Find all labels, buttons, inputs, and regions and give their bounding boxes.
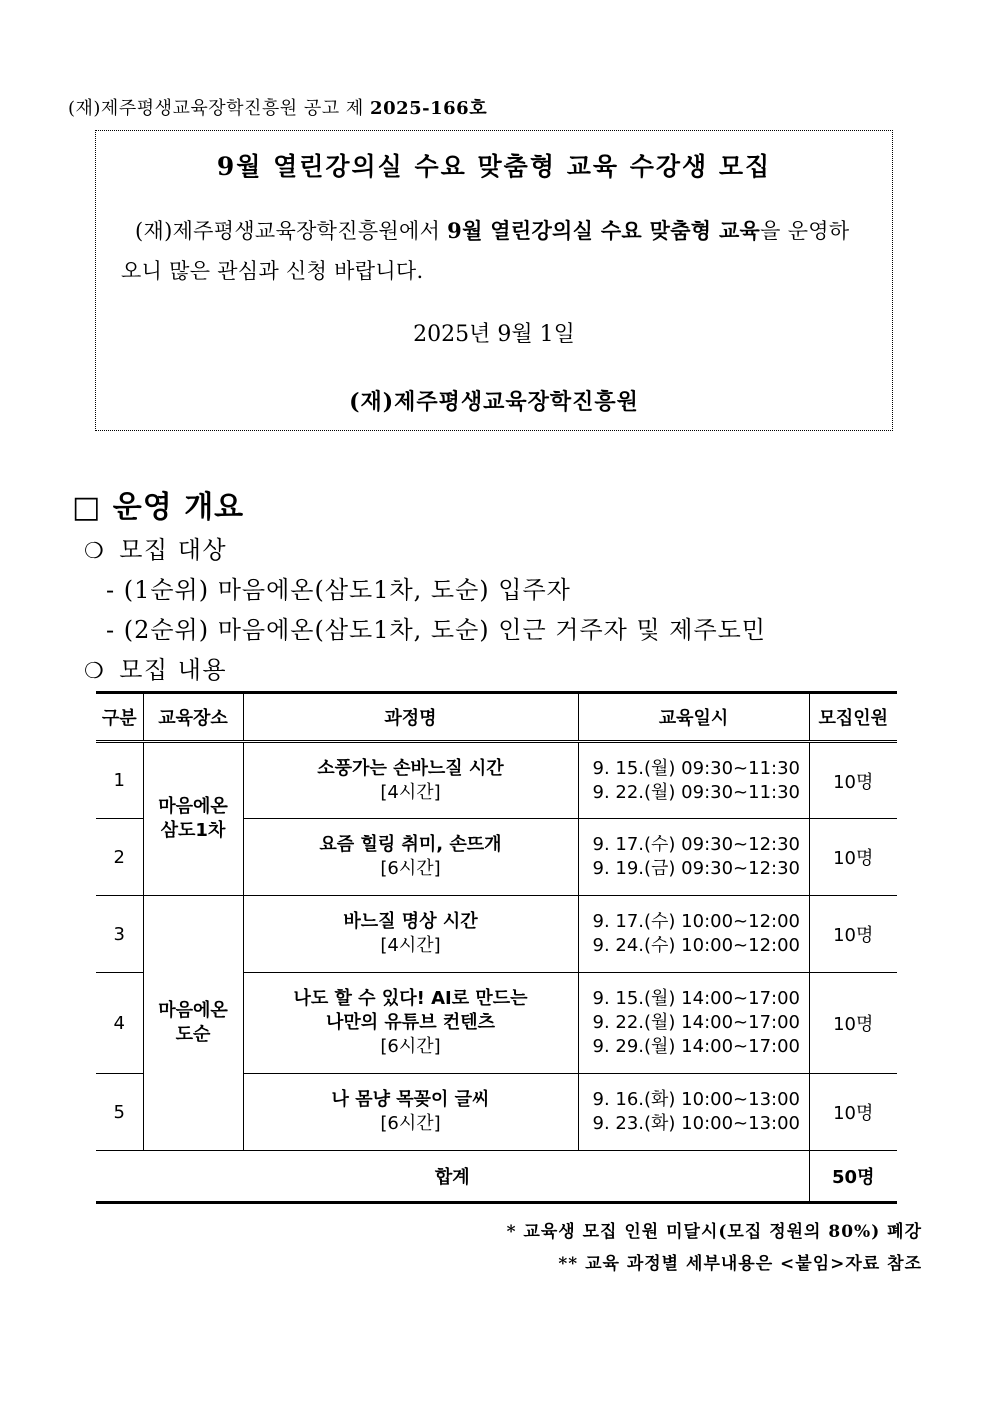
target-heading <box>84 530 227 565</box>
date-line: 9. 22.(월) 09:30~11:30 <box>592 781 801 803</box>
date-line: 9. 15.(월) 14:00~17:00 <box>592 988 801 1009</box>
place-cell <box>143 742 243 896</box>
date-line: 9. 24.(수) 10:00~12:00 <box>592 935 801 956</box>
table-row <box>96 896 897 973</box>
notice-number <box>68 94 487 120</box>
row-number: 3 <box>96 896 143 973</box>
dates-cell <box>578 819 809 896</box>
date-line: 9. 19.(금) 09:30~12:30 <box>592 858 801 879</box>
count-cell: 10명 <box>809 973 897 1074</box>
footnote-2: ** 교육 과정별 세부내용은 <붙임>자료 참조 <box>558 1254 922 1274</box>
section-title: □ 운영 개요 <box>72 490 245 525</box>
date-line: 9. 16.(화) 10:00~13:00 <box>592 1089 801 1110</box>
row-number: 1 <box>96 742 143 819</box>
date-line: 9. 17.(수) 10:00~12:00 <box>592 911 801 932</box>
header-cell: 구분 <box>96 693 143 742</box>
body-text-strong: 9월 열린강의실 수요 맞춤형 교육 <box>447 218 761 243</box>
table-row <box>96 742 897 819</box>
course-hours: [6시간] <box>380 1113 441 1134</box>
course-cell <box>243 896 578 973</box>
circle-icon: ❍ <box>84 539 106 564</box>
row-number: 2 <box>96 819 143 896</box>
course-cell <box>243 973 578 1074</box>
target-line-1: - (1순위) 마음에온(삼도1차, 도순) 입주자 <box>106 576 571 604</box>
course-name-2: 나만의 유튜브 컨텐츠 <box>325 1012 496 1033</box>
announcement-box <box>95 130 893 431</box>
course-name: 소풍가는 손바느질 시간 <box>317 757 504 779</box>
announcement-title: 9월 열린강의실 수요 맞춤형 교육 수강생 모집 <box>216 152 772 181</box>
date-line: 9. 29.(월) 14:00~17:00 <box>592 1036 801 1057</box>
date-line: 9. 17.(수) 09:30~12:30 <box>592 834 801 855</box>
course-name: 나 몸냥 목꽂이 글씨 <box>331 1089 490 1110</box>
date-line: 9. 23.(화) 10:00~13:00 <box>592 1113 801 1134</box>
course-name: 나도 할 수 있다! AI로 만드는 <box>293 988 528 1009</box>
table-header-row <box>96 693 897 742</box>
total-value: 50명 <box>809 1151 897 1203</box>
date-line: 9. 15.(월) 09:30~11:30 <box>592 757 801 779</box>
row-number: 5 <box>96 1074 143 1151</box>
header-cell: 교육일시 <box>578 693 809 742</box>
total-row <box>96 1151 897 1203</box>
announcement-body <box>121 211 870 291</box>
count-cell: 10명 <box>809 742 897 819</box>
body-text-2: 을 운영하오니 많은 관심과 신청 바랍니다. <box>121 219 850 283</box>
count-cell: 10명 <box>809 896 897 973</box>
total-label: 합계 <box>96 1151 809 1203</box>
date-line: 9. 22.(월) 14:00~17:00 <box>592 1012 801 1033</box>
course-hours: [4시간] <box>380 781 441 803</box>
place-label: 마음에온 삼도1차 <box>158 796 228 841</box>
count-cell: 10명 <box>809 1074 897 1151</box>
target-line-2: - (2순위) 마음에온(삼도1차, 도순) 인근 거주자 및 제주도민 <box>106 616 766 644</box>
content-title: 모집 내용 <box>119 656 228 684</box>
announcement-date: 2025년 9월 1일 <box>413 322 575 347</box>
content-heading <box>84 650 227 685</box>
course-name: 요즘 힐링 취미, 손뜨개 <box>319 834 502 855</box>
announcement-org: (재)제주평생교육장학진흥원 <box>349 389 639 415</box>
count-cell: 10명 <box>809 819 897 896</box>
course-table <box>96 691 897 1204</box>
notice-code: 2025-166호 <box>370 98 488 119</box>
circle-icon: ❍ <box>84 659 106 684</box>
header-cell: 과정명 <box>243 693 578 742</box>
row-number: 4 <box>96 973 143 1074</box>
place-label: 마음에온 도순 <box>158 1000 228 1045</box>
course-name: 바느질 명상 시간 <box>343 911 478 932</box>
dates-cell <box>578 1074 809 1151</box>
course-hours: [6시간] <box>380 1036 441 1057</box>
place-cell <box>143 896 243 1151</box>
footnote-1: * 교육생 모집 인원 미달시(모집 정원의 80%) 폐강 <box>506 1222 922 1242</box>
course-cell <box>243 1074 578 1151</box>
course-cell <box>243 819 578 896</box>
course-cell <box>243 742 578 819</box>
dates-cell <box>578 973 809 1074</box>
course-hours: [6시간] <box>380 858 441 879</box>
header-cell: 모집인원 <box>809 693 897 742</box>
body-text-1: (재)제주평생교육장학진흥원에서 <box>135 219 448 243</box>
dates-cell <box>578 742 809 819</box>
course-hours: [4시간] <box>380 935 441 956</box>
notice-prefix: (재)제주평생교육장학진흥원 공고 제 <box>68 98 364 119</box>
target-title: 모집 대상 <box>119 536 228 564</box>
dates-cell <box>578 896 809 973</box>
header-cell: 교육장소 <box>143 693 243 742</box>
